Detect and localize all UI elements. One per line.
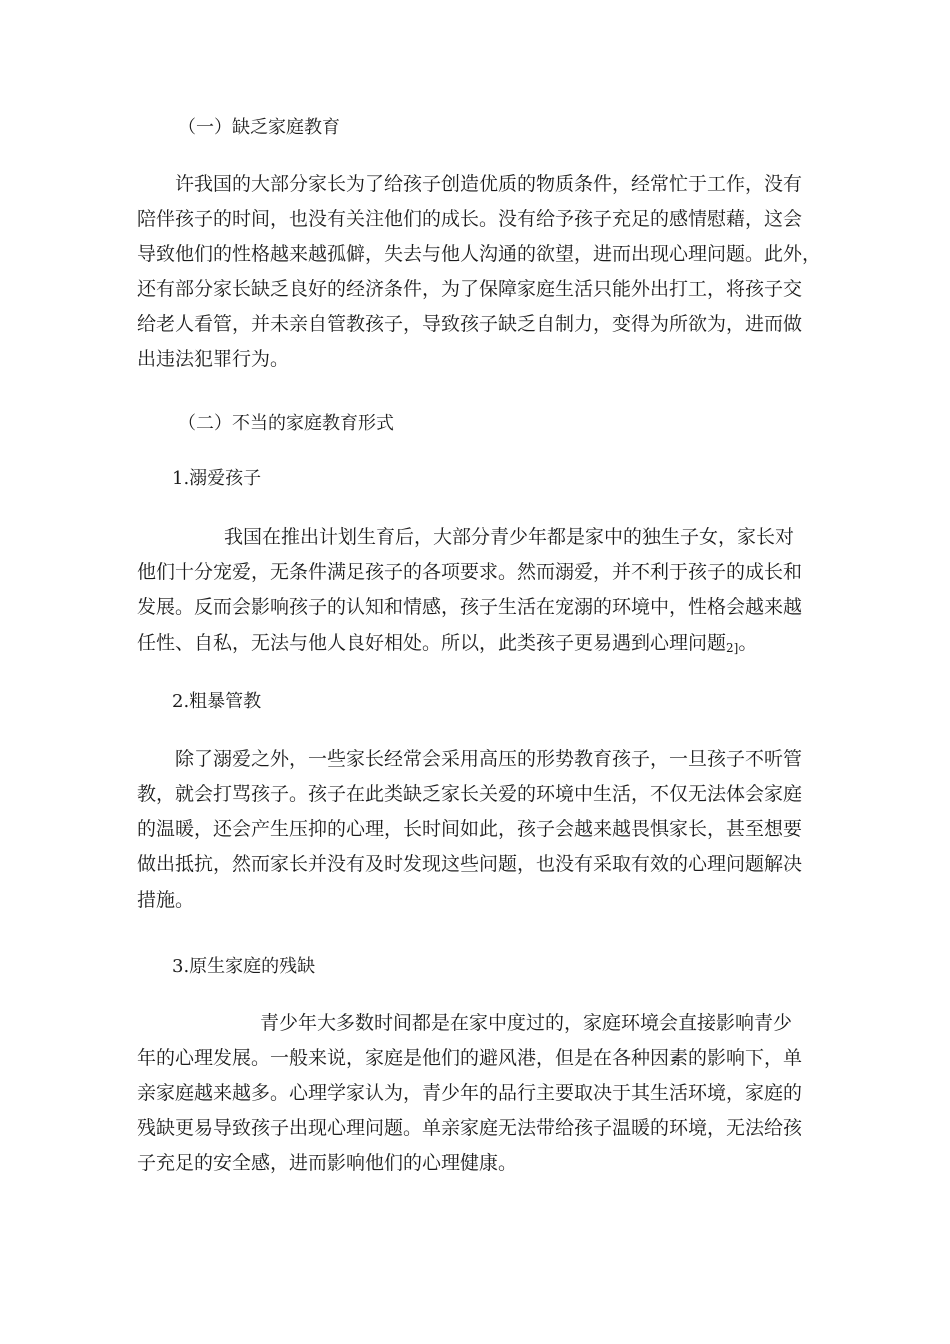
paragraph-line: 措施。 [137, 889, 195, 911]
subsection-heading-1: 1.溺爱孩子 [172, 468, 262, 489]
paragraph-line: 陪伴孩子的时间，也没有关注他们的成长。没有给予孩子充足的感情慰藉，这会 [137, 208, 803, 230]
paragraph-line: 我国在推出计划生育后，大部分青少年都是家中的独生子女，家长对 [224, 526, 795, 548]
citation-reference: 2] [726, 641, 739, 655]
paragraph-line: 子充足的安全感，进而影响他们的心理健康。 [137, 1152, 518, 1174]
paragraph-line: 他们十分宠爱，无条件满足孩子的各项要求。然而溺爱，并不利于孩子的成长和 [137, 561, 803, 583]
paragraph-line: 青少年大多数时间都是在家中度过的，家庭环境会直接影响青少 [260, 1012, 793, 1034]
paragraph-line: 许我国的大部分家长为了给孩子创造优质的物质条件，经常忙于工作，没有 [175, 173, 803, 195]
paragraph-line: 导致他们的性格越来越孤僻，失去与他人沟通的欲望，进而出现心理问题。此外， [137, 243, 822, 265]
paragraph-line: 做出抵抗，然而家长并没有及时发现这些问题，也没有采取有效的心理问题解决 [137, 853, 803, 875]
subsection-heading-3: 3.原生家庭的残缺 [172, 956, 316, 977]
paragraph-line: 教，就会打骂孩子。孩子在此类缺乏家长关爱的环境中生活，不仅无法体会家庭 [137, 783, 803, 805]
paragraph-line: 还有部分家长缺乏良好的经济条件，为了保障家庭生活只能外出打工，将孩子交 [137, 278, 803, 300]
paragraph-line-text: 任性、自私，无法与他人良好相处。所以，此类孩子更易遇到心理问题 [137, 632, 727, 654]
paragraph-line: 年的心理发展。一般来说，家庭是他们的避风港，但是在各种因素的影响下，单 [137, 1047, 803, 1069]
subsection-heading-2: 2.粗暴管教 [172, 691, 262, 712]
paragraph-line: 除了溺爱之外，一些家长经常会采用高压的形势教育孩子，一旦孩子不听管 [175, 748, 803, 770]
paragraph-line: 的温暖，还会产生压抑的心理，长时间如此，孩子会越来越畏惧家长，甚至想要 [137, 818, 803, 840]
paragraph-line: 亲家庭越来越多。心理学家认为，青少年的品行主要取决于其生活环境，家庭的 [137, 1082, 803, 1104]
paragraph-line: 残缺更易导致孩子出现心理问题。单亲家庭无法带给孩子温暖的环境，无法给孩 [137, 1117, 803, 1139]
paragraph-line: 发展。反而会影响孩子的认知和情感，孩子生活在宠溺的环境中，性格会越来越 [137, 596, 803, 618]
paragraph-line [137, 631, 757, 660]
section-heading-1: （一）缺乏家庭教育 [178, 117, 340, 138]
section-heading-2: （二）不当的家庭教育形式 [178, 413, 394, 434]
paragraph-line-end: 。 [738, 632, 758, 654]
paragraph-line: 给老人看管，并未亲自管教孩子，导致孩子缺乏自制力，变得为所欲为，进而做 [137, 313, 803, 335]
paragraph-line: 出违法犯罪行为。 [137, 348, 290, 370]
